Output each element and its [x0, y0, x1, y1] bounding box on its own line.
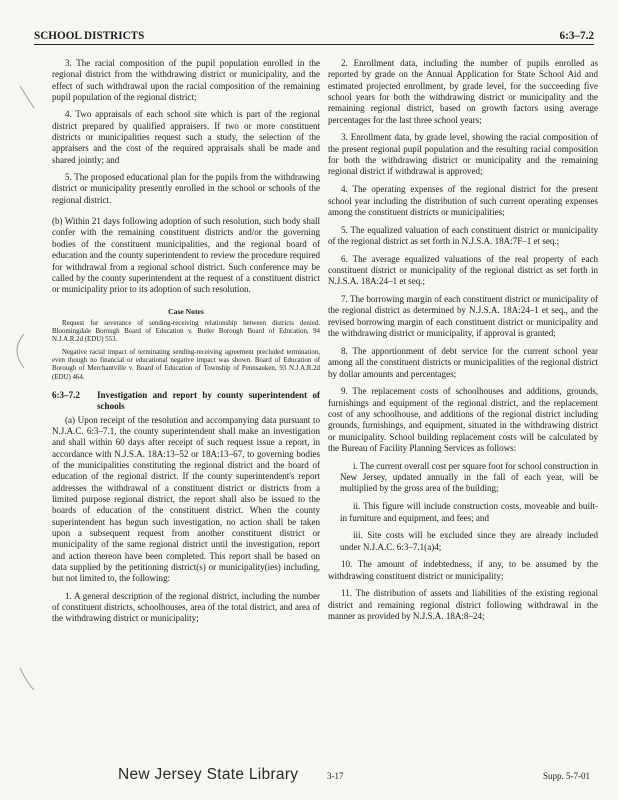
supplement-date: Supp. 5-7-01 [543, 771, 590, 781]
paragraph: 11. The distribution of assets and liabilities of the existing regional district and remaining regional district following withdrawal in the manner as provided by N.J.S.A. 18A:8–24; [328, 588, 598, 622]
paragraph: iii. Site costs will be excluded since they are already included under N.J.A.C. 6:3–7.1(a)4; [340, 530, 598, 552]
header-title: SCHOOL DISTRICTS [34, 30, 145, 42]
paragraph: 4. The operating expenses of the regional district for the present school year including the distribution of such current operating expenses among the constituent districts or municipalities; [328, 184, 598, 217]
paragraph: 6. The average equalized valuations of the real property of each constituent district or municipality of the regional district as set forth in N.J.S.A. 18A:24–1 et seq.; [328, 253, 598, 287]
left-column [52, 58, 320, 631]
paragraph: 5. The proposed educational plan for the pupils from the withdrawing district or municipality presently enrolled in the school or schools of the regional district. [52, 172, 320, 205]
paragraph: 8. The apportionment of debt service for the current school year among all the constituent districts or municipalities of the regional district by dollar amounts and percentages; [328, 345, 598, 379]
section-number: 6:3–7.2 [52, 389, 80, 400]
library-stamp: New Jersey State Library [118, 766, 299, 783]
running-header [34, 28, 594, 45]
header-section-range: 6:3–7.2 [559, 30, 594, 42]
case-note: Request for severance of sending-receiving relationship between districts denied. Bloomingdale Borough Board of Education v. Butler Borough Board of Education, 94 N.J.A.R.2d (EDU) 553. [52, 319, 320, 344]
section-heading [52, 390, 320, 413]
page-footer [0, 766, 618, 790]
paragraph: 5. The equalized valuation of each constituent district or municipality of the regional district as set forth in N.J.S.A. 18A:7F–1 et seq.; [328, 224, 598, 246]
paragraph: i. The current overall cost per square foot for school construction in New Jersey, updated annually in the fall of each year, will be multiplied by the gross area of the building; [340, 460, 598, 494]
paragraph: 10. The amount of indebtedness, if any, to be assumed by the withdrawing constituent district or municipality; [328, 559, 598, 581]
margin-scan-mark-3 [18, 664, 38, 694]
paragraph: 3. The racial composition of the pupil population enrolled in the regional district from the withdrawing district or municipality, and the effect of such withdrawal upon the racial composition of the remaining pupil population of the regional district; [52, 58, 320, 103]
right-column [328, 58, 598, 629]
margin-scan-mark-2 [8, 332, 28, 372]
paragraph: (b) Within 21 days following adoption of such resolution, such body shall confer with the remaining constituent districts and/or the governing bodies of the constituent municipalities, and the regional board of education and the county superintendent to review the procedure required for withdrawal from a regional school district. Such conference may be called by the county superintendent at the request of a constituent district or municipality prior to its adoption of such resolution. [52, 216, 320, 295]
page-number: 3-17 [327, 771, 344, 781]
paragraph: (a) Upon receipt of the resolution and accompanying data pursuant to N.J.A.C. 6:3–7.1, the county superintendent shall make an investigation and shall within 60 days after receipt of such request issue a report, in accordance with N.J.S.A. 18A:13–52 or 18A:13–67, to governing bodies of the municipalities constituting the regional district and the board of education of the regional district. If the county superintendent's report addresses the withdrawal of a constituent district or districts from a limited purpose regional district, the report shall also be issued to the boards of education of the constituent district. When the county superintendent has begun such investigation, no action shall be taken upon a subsequent request from another constituent district or municipality of the same regional district until the investigation, report and action thereon have been completed. This report shall be based on data supplied by the petitioning district(s) or municipality(ies) including, but not limited to, the following: [52, 414, 320, 584]
paragraph: 7. The borrowing margin of each constituent district or municipality of the regional district as determined by N.J.S.A. 18A:24–1 et seq., and the revised borrowing margin of each constituent district or municipality and the withdrawing district or municipality, if approval is granted; [328, 294, 598, 339]
paragraph: 4. Two appraisals of each school site which is part of the regional district prepared by qualified appraisers. If two or more constituent districts or municipalities request such a study, the selection of the appraisers and the cost of the required appraisals shall be made and shared jointly; and [52, 109, 320, 165]
paragraph: 1. A general description of the regional district, including the number of constituent districts, schoolhouses, area of the total district, and area of the withdrawing district or municipality; [52, 590, 320, 624]
paragraph: 2. Enrollment data, including the number of pupils enrolled as reported by grade on the Annual Application for State School Aid and estimated projected enrollment, by grade level, for the succeeding five school years for both the withdrawing district or municipality and the remaining regional district, based on growth factors using average percentages for the last three school years; [328, 58, 598, 125]
case-notes-title: Case Notes [168, 306, 204, 316]
margin-scan-mark-1 [18, 82, 38, 112]
section-title: Investigation and report by county superintendent of schools [97, 389, 320, 412]
paragraph: 3. Enrollment data, by grade level, showing the racial composition of the present regional pupil population and the resulting racial composition for both the withdrawing district or municipality and the remaining regional district if withdrawal is approved; [328, 132, 598, 177]
paragraph: ii. This figure will include construction costs, moveable and built-in furniture and equipment, and fees; and [340, 501, 598, 523]
case-note: Negative racial impact of terminating sending-receiving agreement precluded termination, even though no financial or educational negative impact was shown. Board of Education of Borough of Merchantville v. Board of Education of Township of Pennsauken, 93 N.J.A.R.2d (EDU) 464. [52, 348, 320, 381]
paragraph: 9. The replacement costs of schoolhouses and additions, grounds, furnishings and equipment of the regional district, and the replacement cost of any schoolhouse, and additions of the regional district including grounds, furnishings, and equipment, situated in the withdrawing district or municipality. School building replacement costs will be calculated by the Bureau of Facility Planning Services as follows: [328, 386, 598, 454]
